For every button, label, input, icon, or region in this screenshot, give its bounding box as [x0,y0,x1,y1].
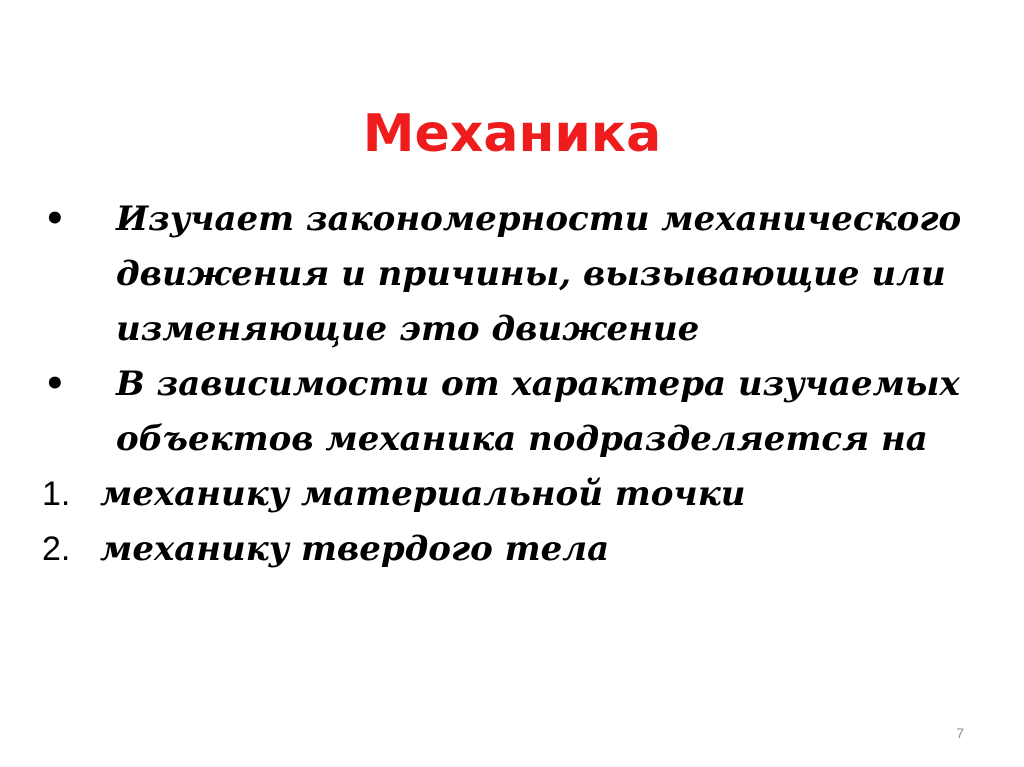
bullet-continuation [0,412,1000,467]
bullet-line: изменяющие это движение [116,309,700,349]
slide-title: Механика [362,104,662,164]
number-marker: 2. [42,530,71,568]
bullet-line: движения и причины, вызывающие или [116,254,946,294]
bullet-continuation [0,302,1000,357]
bullet-item [0,192,1000,247]
numbered-text: механику материальной точки [100,474,746,514]
number-marker: 1. [42,475,71,513]
bullet-line: В зависимости от характера изучаемых [116,364,960,404]
numbered-item [0,522,1000,577]
slide-body [0,192,1000,577]
bullet-item [0,357,1000,412]
bullet-marker: • [44,364,66,404]
bullet-marker: • [44,199,66,239]
bullet-line: объектов механика подразделяется на [116,419,928,459]
bullet-continuation [0,247,1000,302]
numbered-text: механику твердого тела [100,529,610,569]
page-number: 7 [956,725,964,741]
bullet-line: Изучает закономерности механического [116,199,962,239]
numbered-item [0,467,1000,522]
